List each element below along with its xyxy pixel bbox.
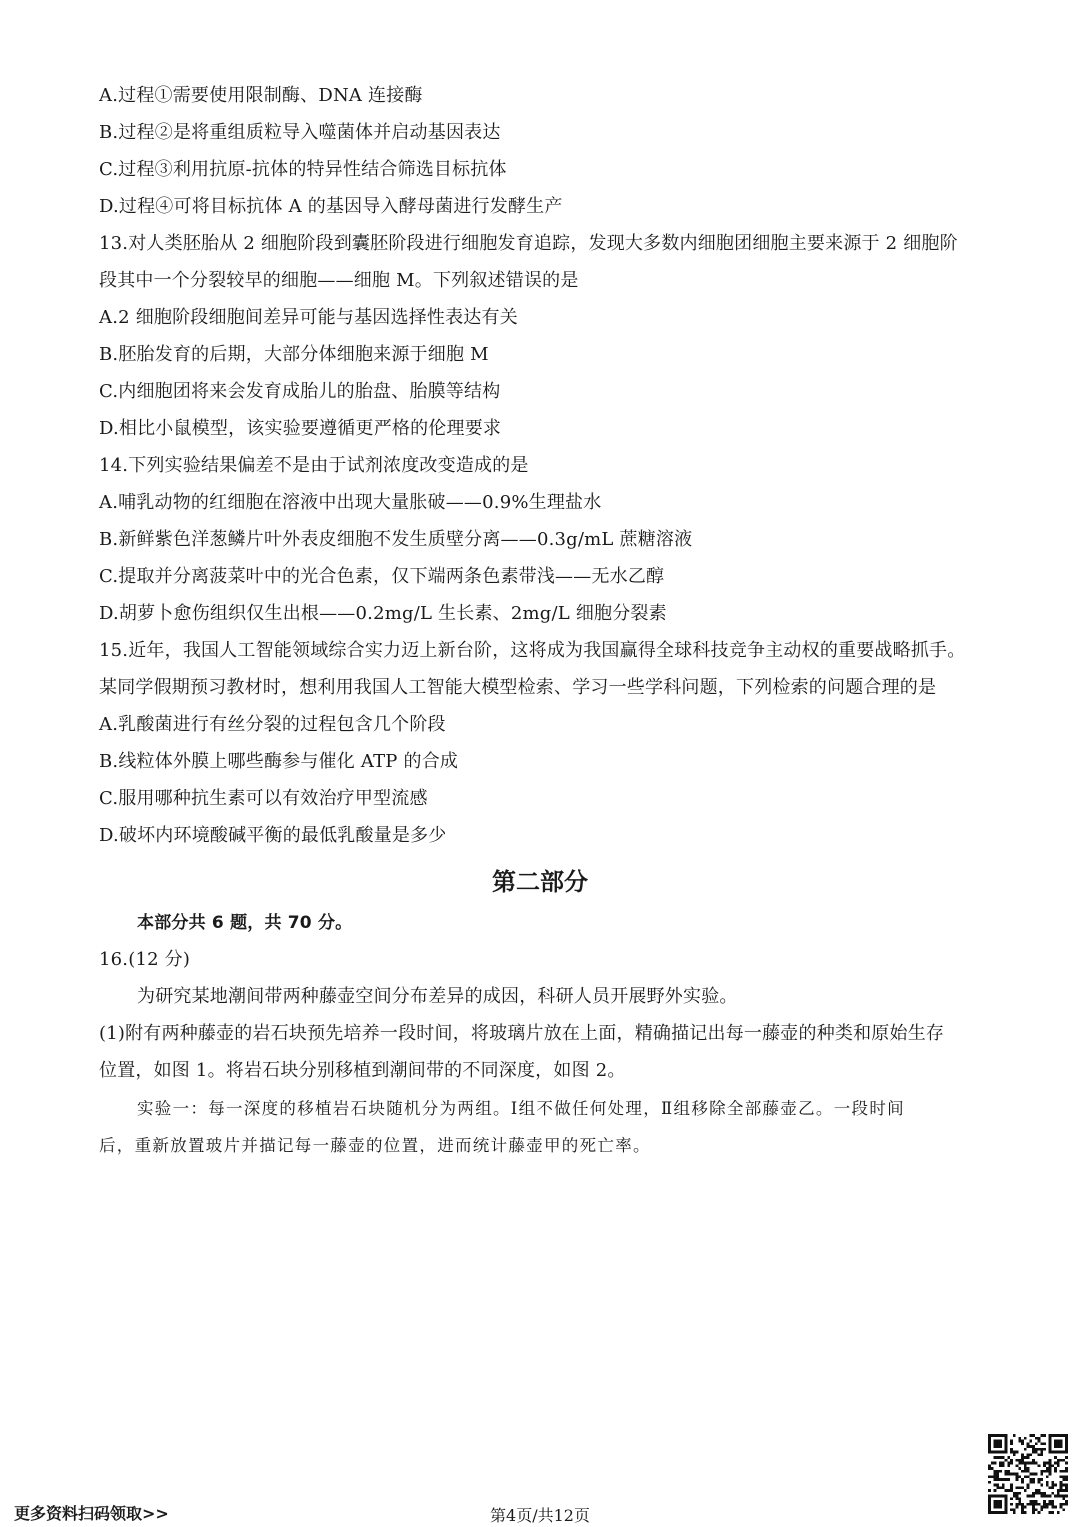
q14-stem: 14.下列实验结果偏差不是由于试剂浓度改变造成的是 — [99, 455, 529, 476]
q16-experiment1-line2: 后，重新放置玻片并描记每一藤壶的位置，进而统计藤壶甲的死亡率。 — [99, 1136, 651, 1155]
q14-option-c: C.提取并分离菠菜叶中的光合色素，仅下端两条色素带浅——无水乙醇 — [99, 566, 665, 587]
q16-part1-line2: 位置，如图 1。将岩石块分别移植到潮间带的不同深度，如图 2。 — [99, 1060, 626, 1081]
q13-option-d: D.相比小鼠模型，该实验要遵循更严格的伦理要求 — [99, 418, 502, 439]
q16-part1-line1: (1)附有两种藤壶的岩石块预先培养一段时间，将玻璃片放在上面，精确描记出每一藤壶的种类和原始生存 — [99, 1023, 945, 1044]
q12-option-d: D.过程④可将目标抗体 A 的基因导入酵母菌进行发酵生产 — [99, 196, 563, 217]
q12-option-b: B.过程②是将重组质粒导入噬菌体并启动基因表达 — [99, 122, 501, 143]
qr-code-icon[interactable] — [988, 1434, 1068, 1514]
q15-option-b: B.线粒体外膜上哪些酶参与催化 ATP 的合成 — [99, 751, 459, 772]
q15-option-d: D.破坏内环境酸碱平衡的最低乳酸量是多少 — [99, 825, 447, 846]
q14-option-a: A.哺乳动物的红细胞在溶液中出现大量胀破——0.9%生理盐水 — [99, 492, 602, 513]
q12-option-a: A.过程①需要使用限制酶、DNA 连接酶 — [99, 85, 423, 106]
q16-header: 16.(12 分) — [99, 949, 191, 970]
q14-option-d: D.胡萝卜愈伤组织仅生出根——0.2mg/L 生长素、2mg/L 细胞分裂素 — [99, 603, 667, 624]
q13-option-c: C.内细胞团将来会发育成胎儿的胎盘、胎膜等结构 — [99, 381, 501, 402]
q15-option-c: C.服用哪种抗生素可以有效治疗甲型流感 — [99, 788, 428, 809]
part2-subtitle: 本部分共 6 题，共 70 分。 — [137, 913, 353, 933]
q13-option-a: A.2 细胞阶段细胞间差异可能与基因选择性表达有关 — [99, 307, 518, 328]
q16-experiment1-line1: 实验一：每一深度的移植岩石块随机分为两组。Ⅰ组不做任何处理，Ⅱ组移除全部藤壶乙。一段时间 — [137, 1099, 905, 1118]
q15-stem-line1: 15.近年，我国人工智能领域综合实力迈上新台阶，这将成为我国赢得全球科技竞争主动权的重要战略抓手。 — [99, 640, 966, 661]
q14-option-b: B.新鲜紫色洋葱鳞片叶外表皮细胞不发生质壁分离——0.3g/mL 蔗糖溶液 — [99, 529, 693, 550]
q13-stem-line1: 13.对人类胚胎从 2 细胞阶段到囊胚阶段进行细胞发育追踪，发现大多数内细胞团细胞主要来源于 2 细胞阶 — [99, 233, 958, 254]
footer-promo-link[interactable]: 更多资料扫码领取>> — [14, 1504, 169, 1523]
page-number: 第4页/共12页 — [490, 1506, 590, 1525]
q15-option-a: A.乳酸菌进行有丝分裂的过程包含几个阶段 — [99, 714, 446, 735]
q12-option-c: C.过程③利用抗原-抗体的特异性结合筛选目标抗体 — [99, 159, 507, 180]
q16-intro: 为研究某地潮间带两种藤壶空间分布差异的成因，科研人员开展野外实验。 — [137, 986, 738, 1007]
q13-option-b: B.胚胎发育的后期，大部分体细胞来源于细胞 M — [99, 344, 489, 365]
part2-title: 第二部分 — [492, 868, 588, 896]
q15-stem-line2: 某同学假期预习教材时，想利用我国人工智能大模型检索、学习一些学科问题，下列检索的问题合理的是 — [99, 677, 937, 698]
q13-stem-line2: 段其中一个分裂较早的细胞——细胞 M。下列叙述错误的是 — [99, 270, 579, 291]
